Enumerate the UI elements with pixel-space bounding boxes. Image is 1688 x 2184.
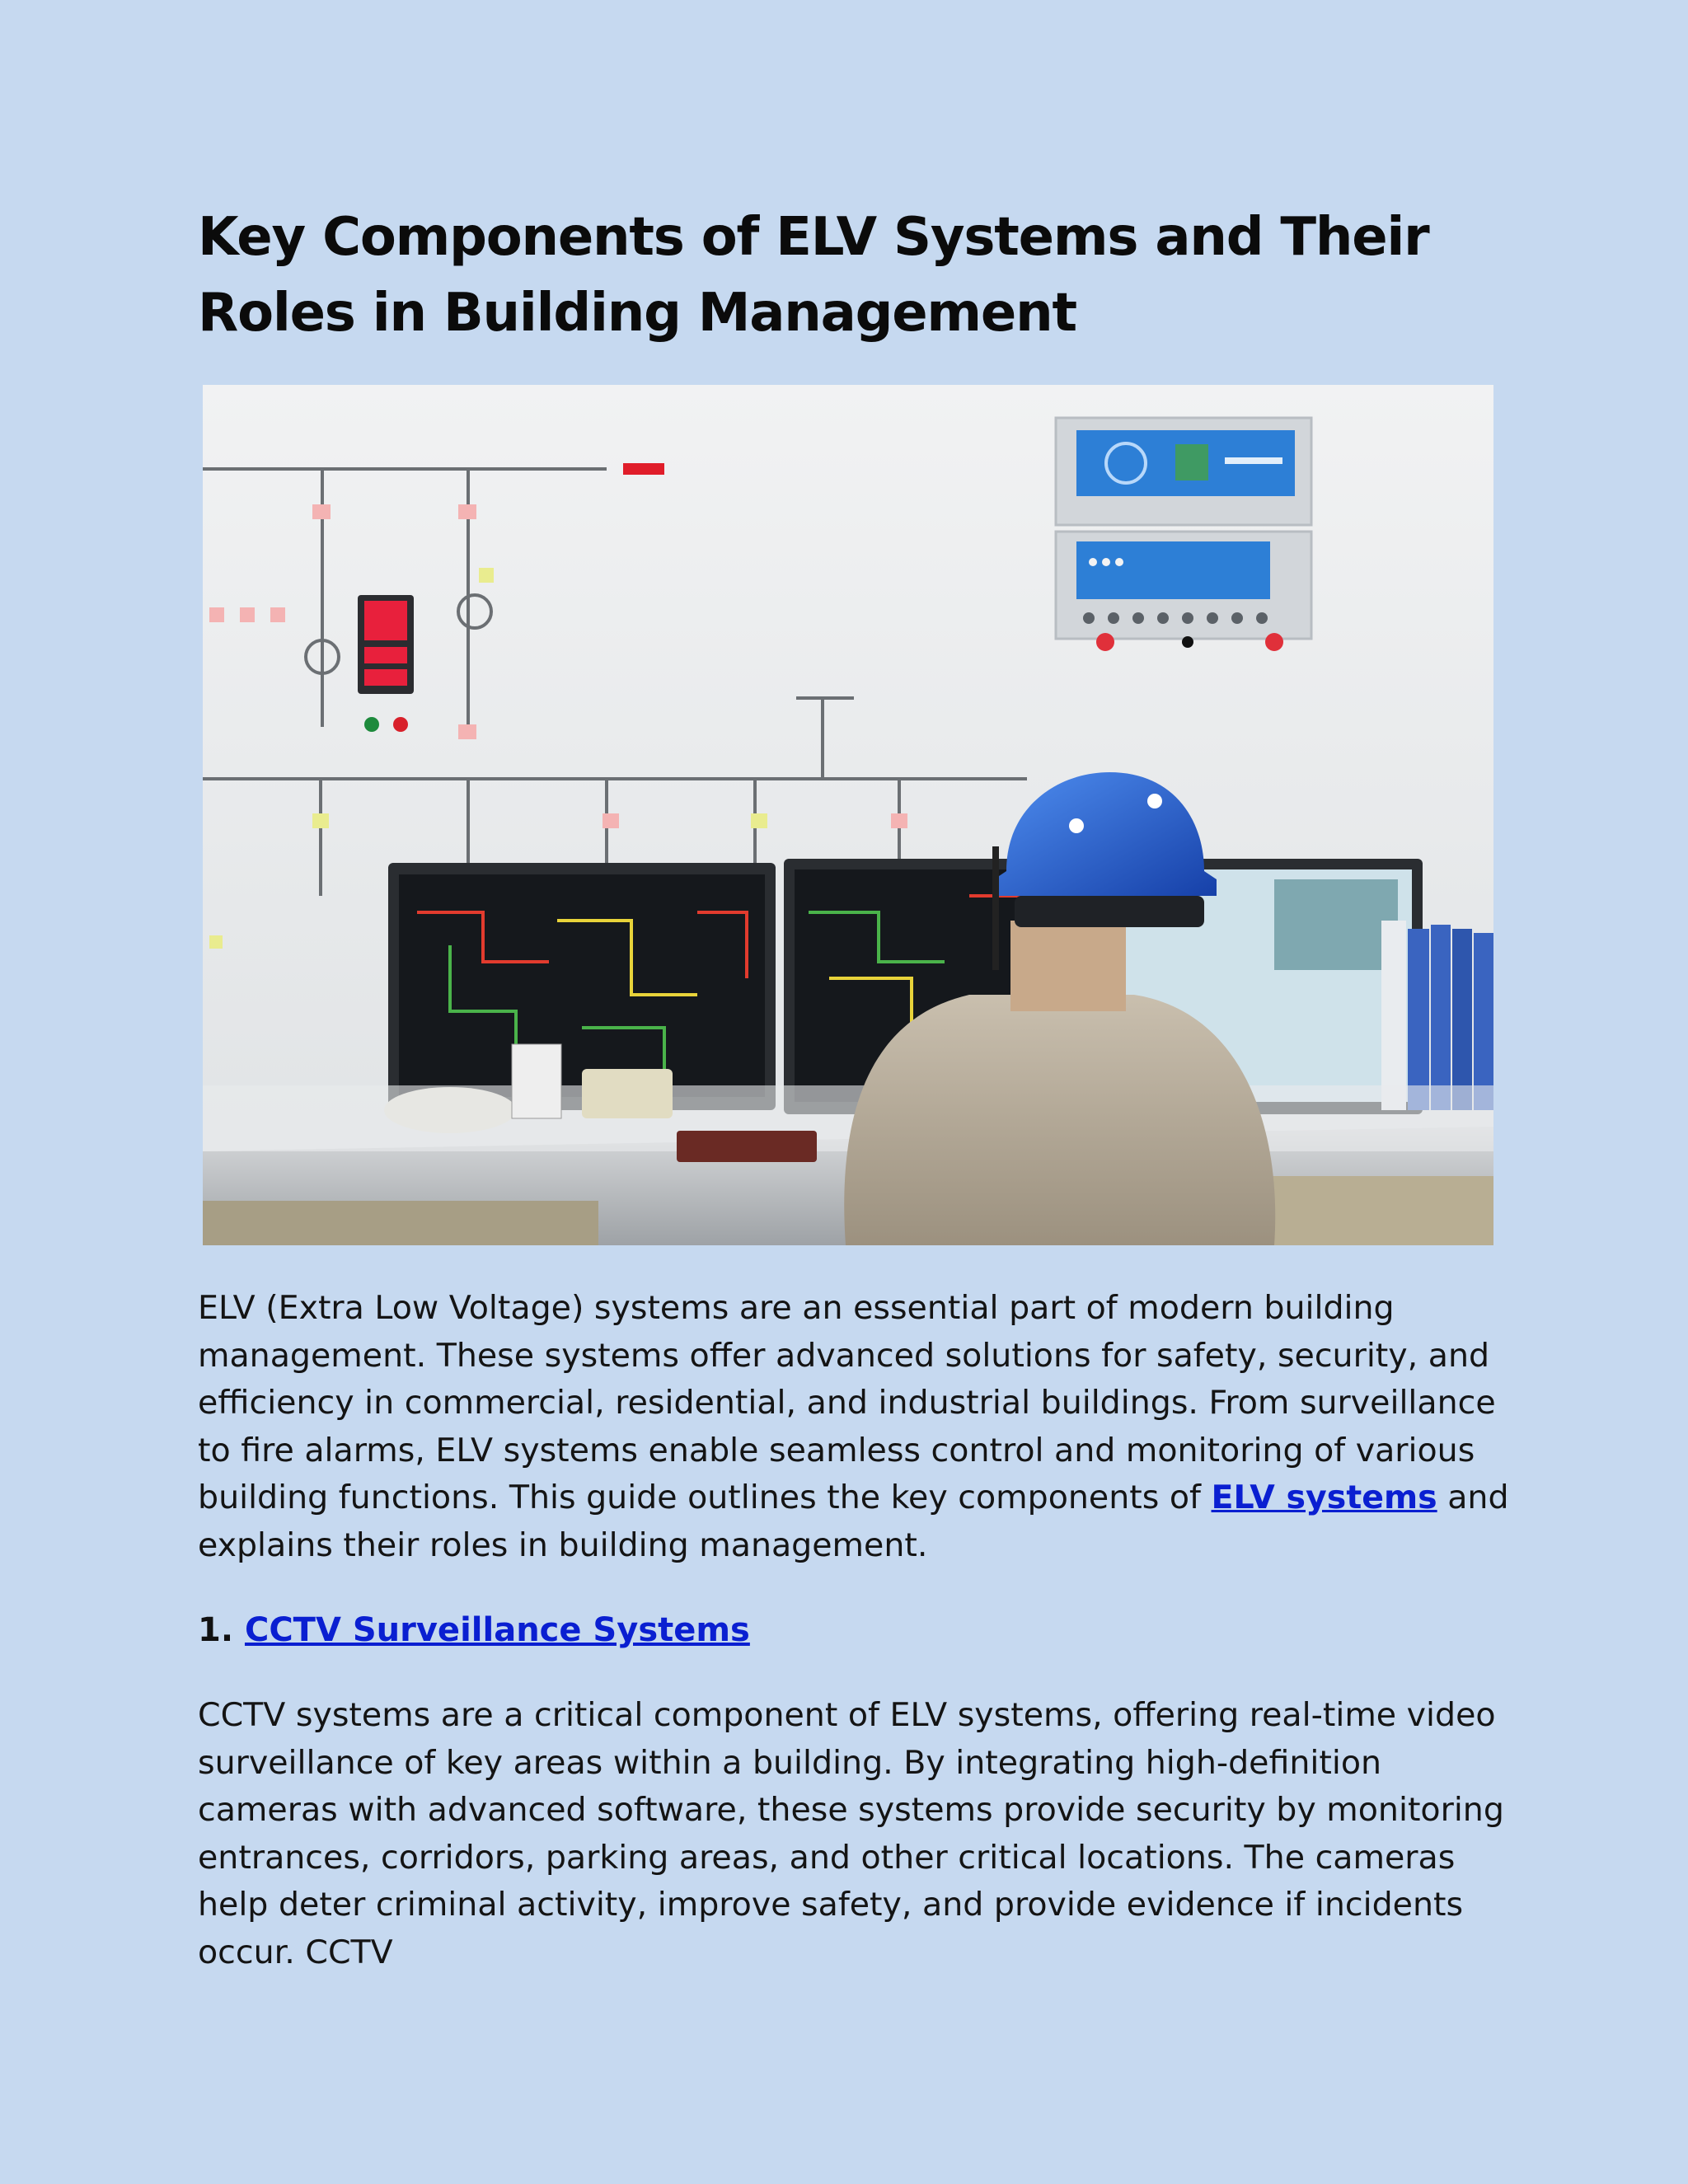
section-1-heading [198,1607,750,1653]
page-title: Key Components of ELV Systems and Their Roles in Building Management [198,207,1429,344]
elv-systems-link[interactable]: ELV systems [1211,1479,1437,1516]
control-room-illustration [203,385,1493,1245]
intro-text: ELV (Extra Low Voltage) systems are an essential part of modern building management. These systems offer advanced solutions for safety, security, and efficiency in commercial, residential, and industrial buildings. From surveillance to fire alarms, ELV systems enable seamless control and monitoring of various building functions. This guide outlines the key components of [198,1289,1496,1516]
cctv-surveillance-link[interactable]: CCTV Surveillance Systems [244,1611,750,1649]
section-1-paragraph: CCTV systems are a critical component of ELV systems, offering real-time video surveillance of key areas within a building. By integrating high-definition cameras with advanced software, these systems provide security by monitoring entrances, corridors, parking areas, and other critical locations. The cameras help deter criminal activity, improve safety, and provide evidence if incidents occur. CCTV [198,1696,1504,1971]
intro-text-end: and explains their roles in building management. [198,1479,1509,1564]
intro-paragraph [198,1285,1517,1569]
control-room-photo [203,385,1493,1245]
section-1-number: 1. [198,1611,234,1649]
